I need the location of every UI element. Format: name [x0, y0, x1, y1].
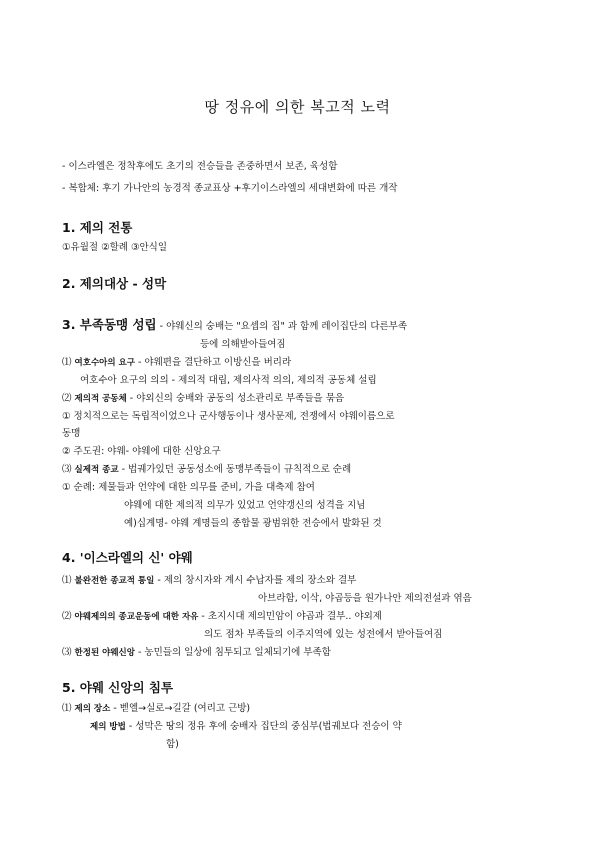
section-3-item-3: [62, 463, 351, 477]
item-bold: 제의 방법: [90, 722, 126, 732]
item-number: ⑶: [62, 464, 75, 475]
section-2-heading: 2. 제의대상 - 성막: [62, 276, 167, 291]
section-5-item-2: [90, 720, 402, 734]
section-4-item-2-cont: 의도 점차 부족들의 이주지역에 있는 성전에서 받아들여짐: [204, 629, 443, 640]
section-5-heading: 5. 야웨 신앙의 침투: [62, 680, 174, 695]
section-1-line: ①유월절 ②할례 ③안식일: [62, 242, 168, 253]
section-3-heading-line: [62, 318, 407, 333]
section-3-item-3-c1: ① 순례: 제물들과 언약에 대한 의무를 준비, 가을 대축제 참여: [62, 482, 315, 493]
section-4-heading: 4. '이스라엘의 신' 야웨: [62, 550, 193, 565]
page-title: 땅 정유에 의한 복고적 노력: [204, 98, 391, 116]
item-bold: 야웨제의의 종교운동에 대한 자유: [74, 612, 199, 622]
section-4-item-1-cont: 아브라함, 이삭, 야곱등을 원가나안 제의전설과 엮음: [258, 593, 472, 604]
intro-line-1: - 이스라엘은 정착후에도 초기의 전승들을 존중하면서 보존, 육성함: [62, 161, 338, 172]
item-rest: - 초지시대 제의민암이 야곱과 결부.. 야외제: [198, 611, 382, 622]
item-bold: 한정된 야웨신앙: [74, 648, 135, 658]
item-number: ⑴: [62, 703, 75, 714]
section-3-item-2-c1: ① 정치적으로는 독립적이었으나 군사행동이나 생사문제, 전쟁에서 야웨이름으로: [62, 411, 395, 422]
section-4-item-2: [62, 610, 382, 624]
item-bold: 제의 장소: [74, 704, 111, 714]
section-3-item-2-c2: ② 주도권: 야웨- 야웨에 대한 신앙요구: [62, 446, 221, 457]
item-bold: 제의적 공동체: [74, 394, 127, 404]
item-rest: - 제의 창시자와 계시 수납자를 제의 장소와 결부: [154, 575, 357, 586]
item-bold: 불완전한 종교적 통일: [74, 576, 155, 586]
item-rest: - 벧엘→실로→길갈 (여리고 근방): [110, 703, 251, 714]
section-3-heading: 3. 부족동맹 성립: [62, 317, 157, 332]
section-5-item-1: [62, 702, 250, 716]
item-bold: 실제적 종교: [74, 465, 119, 475]
item-rest: - 농민들의 일상에 침투되고 일체되기에 부족함: [134, 647, 331, 658]
section-3-item-2-c1b: 동맹: [62, 428, 81, 439]
item-number: ⑴: [62, 575, 75, 586]
section-4-item-1: [62, 574, 356, 588]
item-rest: - 법궤가있던 공동성소에 동맹부족들이 규칙적으로 순례: [118, 464, 352, 475]
item-bold: 여호수아의 요구: [74, 358, 135, 368]
section-3-heading-cont: 등에 의해받아들여짐: [200, 339, 286, 350]
section-3-item-2: [62, 392, 344, 406]
section-3-item-3-c3: 예)십계명- 야웨 계명들의 종합물 광범위한 전승에서 발화된 것: [124, 518, 382, 529]
item-rest: - 야외신의 숭배와 공동의 성소관리로 부족들을 묶음: [126, 393, 345, 404]
item-number: ⑶: [62, 647, 75, 658]
item-number: ⑴: [62, 357, 75, 368]
item-number: ⑵: [62, 393, 75, 404]
section-3-heading-rest: - 야웨신의 숭배는 "요셉의 집" 과 함께 레이집단의 다른부족: [156, 321, 408, 332]
section-3-item-1: [62, 356, 291, 370]
section-3-item-1-sub: 여호수아 요구의 의의 - 제의적 대립, 제의사적 의의, 제의적 공동체 설립: [80, 375, 377, 386]
item-number: ⑵: [62, 611, 75, 622]
section-5-item-2-cont: 함): [166, 739, 179, 750]
section-1-heading: 1. 제의 전통: [62, 220, 133, 235]
section-4-item-3: [62, 646, 331, 660]
section-3-item-3-c2: 야웨에 대한 제의적 의무가 있었고 언약갱신의 성격을 지님: [124, 500, 366, 511]
item-rest: - 야웨편을 결단하고 이방신을 버리라: [134, 357, 292, 368]
intro-line-2: - 복합체: 후기 가나안의 농경적 종교표상 +후기이스라엘의 세대변화에 따른 개작: [62, 183, 398, 194]
item-rest: - 성막은 땅의 정유 후에 숭배자 집단의 중심부(법궤보다 전승이 약: [125, 721, 402, 732]
